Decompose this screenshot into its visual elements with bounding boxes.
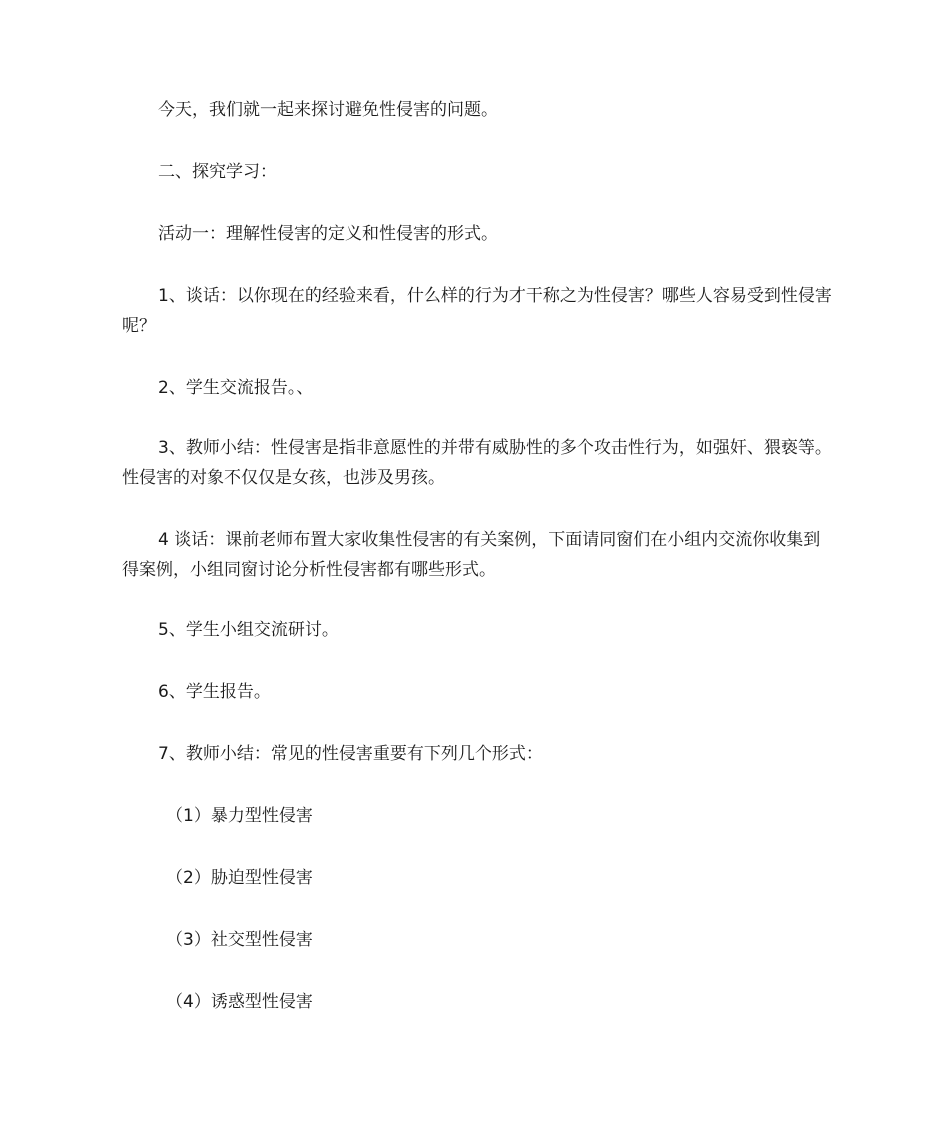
paragraph-item-1: 1、谈话：以你现在的经验来看，什么样的行为才干称之为性侵害？哪些人容易受到性侵害呢？ [122, 286, 832, 336]
paragraph-intro: 今天，我们就一起来探讨避免性侵害的问题。 [158, 100, 498, 120]
list-item-form-4: （4）诱惑型性侵害 [166, 992, 313, 1012]
list-item-form-2: （2）胁迫型性侵害 [166, 868, 313, 888]
paragraph-item-2: 2、学生交流报告。、 [158, 378, 314, 398]
list-item-form-3: （3）社交型性侵害 [166, 930, 313, 950]
activity-heading: 活动一：理解性侵害的定义和性侵害的形式。 [158, 224, 498, 244]
paragraph-item-4: 4 谈话：课前老师布置大家收集性侵害的有关案例，下面请同窗们在小组内交流你收集到得案例，小组同窗讨论分析性侵害都有哪些形式。 [122, 530, 821, 580]
paragraph-item-7: 7、教师小结：常见的性侵害重要有下列几个形式： [158, 744, 543, 764]
section-heading-inquiry: 二、探究学习： [158, 162, 277, 182]
paragraph-item-5: 5、学生小组交流研讨。 [158, 620, 339, 640]
paragraph-item-3: 3、教师小结：性侵害是指非意愿性的并带有威胁性的多个攻击性行为，如强奸、猥亵等。性侵害的对象不仅仅是女孩，也涉及男孩。 [122, 438, 832, 488]
list-item-form-1: （1）暴力型性侵害 [166, 806, 313, 826]
paragraph-item-6: 6、学生报告。 [158, 682, 271, 702]
